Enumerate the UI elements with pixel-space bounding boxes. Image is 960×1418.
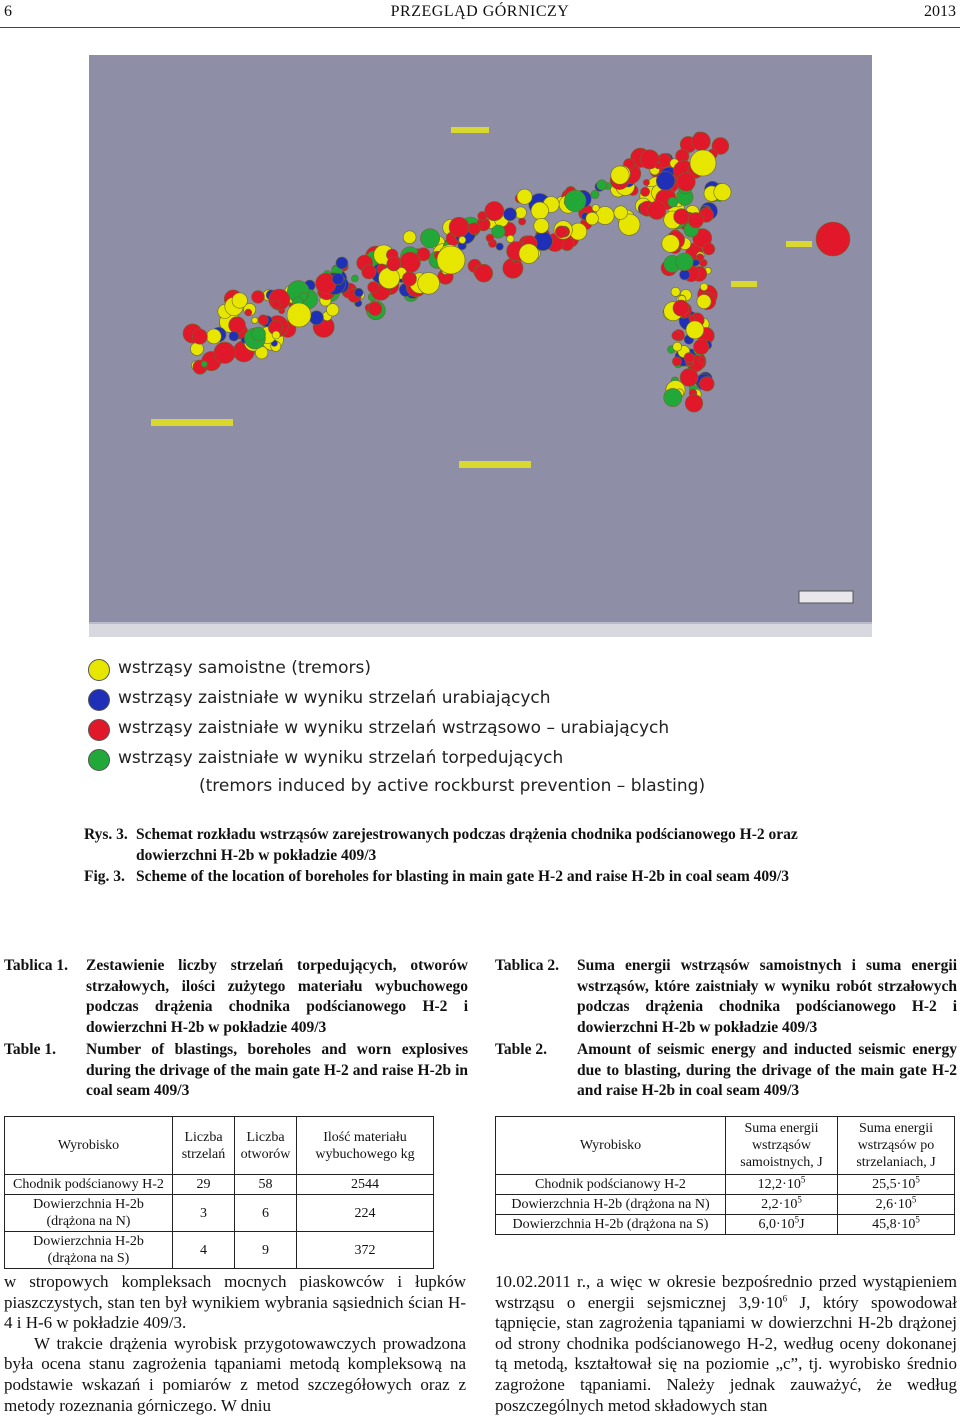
page-header [0, 0, 960, 28]
seismic-event-dot [449, 217, 469, 237]
caption-label: Rys. 3. [84, 826, 128, 843]
seismic-event-dot [655, 162, 661, 168]
seismic-event-dot [332, 273, 344, 285]
seismic-event-dot [517, 189, 532, 204]
table-cell: 9 [235, 1232, 297, 1269]
table-cell: $45,8\cdot 10^5$ [838, 1215, 955, 1235]
legend-swatch-icon [88, 689, 110, 711]
table-cell: Dowierzchnia H-2b (drążona na N) [5, 1195, 173, 1232]
seismic-event-dot [459, 236, 466, 243]
body-paragraph: W trakcie drążenia wyrobisk przygotowawczych prowadzona była ocena stanu zagrożenia tąpaniami metodą kompleksową na podstawie wskazań i pomiarów z metod szczegółowych oraz z metody rozeznania górniczego. W dniu [4, 1333, 466, 1415]
map-background [89, 55, 872, 637]
table-cell: 3 [173, 1195, 235, 1232]
figure-caption-pl [84, 824, 884, 845]
seismic-event-dot [700, 377, 715, 392]
seismic-event-dot [531, 202, 548, 219]
table-label: Table 2. [495, 1041, 547, 1058]
seismic-event-dot [418, 272, 440, 294]
seismic-event-dot [421, 229, 440, 248]
table2-caption-pl [495, 956, 957, 1040]
seismic-event-dot [271, 300, 280, 309]
seismic-event-dot [555, 226, 567, 238]
seismic-event-dot [310, 311, 324, 325]
seismic-event-dot [201, 361, 207, 367]
seismic-event-dot [641, 187, 650, 196]
table-cell: 2544 [297, 1175, 434, 1195]
seismic-event-dot [258, 315, 268, 325]
table-row [5, 1175, 434, 1195]
body-paragraph: 10.02.2011 r., a więc w okresie bezpośrednio przed wystąpieniem wstrząsu o energii sejsmicznej $3,9\cdot 10^6$ J, który spowodował tąpnięcie, stan zagrożenia tąpaniami w dowierzchni H-2b drążonej od strony chodnika podścianowego H-2, według oceny dokonanej tą metodą, kształtował się na poziomie „c”, tj. wyrobisko średnio zagrożone tąpaniami. Należy jednak zauważyć, że według poszczególnych metod składowych stan [495, 1272, 957, 1415]
seismic-event-dot [402, 272, 416, 286]
table-row [496, 1175, 955, 1195]
table-cell: 58 [235, 1175, 297, 1195]
seismic-event-dot [245, 309, 252, 316]
seismic-event-dot [586, 212, 599, 225]
seismic-event-dot [673, 342, 682, 351]
table-header-row [496, 1117, 955, 1175]
seismic-event-dot [692, 132, 711, 151]
seismic-event-dot [475, 264, 493, 282]
seismic-event-dot [515, 207, 527, 219]
map-label-marker [451, 127, 489, 133]
seismic-event-dot [680, 270, 690, 280]
seismic-event-dot [677, 173, 695, 191]
caption-text: Schemat rozkładu wstrząsów zarejestrowanych podczas drążenia chodnika podścianowego H-2 oraz [136, 826, 798, 843]
seismic-event-dot [597, 180, 607, 190]
seismic-event-dot [207, 329, 222, 344]
seismic-event-dot [272, 331, 280, 339]
seismic-event-dot [232, 293, 247, 308]
seismic-event-dot [504, 208, 517, 221]
seismic-event-dot [354, 288, 363, 297]
table-header-cell: Suma energii wstrząsów samoistnych, J [726, 1117, 838, 1175]
legend-label: wstrząsy zaistniałe w wyniku strzelań torpedujących [118, 748, 564, 768]
legend-swatch-icon [88, 749, 110, 771]
table-cell: Chodnik podścianowy H-2 [496, 1175, 726, 1195]
table2 [495, 1116, 955, 1235]
table-cell: 224 [297, 1195, 434, 1232]
seismic-event-dot [694, 339, 709, 354]
body-paragraph: w stropowych kompleksach mocnych piaskowców i łupków piaszczystych, stan ten był wynikiem wybrania sąsiednich ścian H-4 i H-6 w pokładzie 409/3. [4, 1272, 466, 1333]
table-title: Number of blastings, boreholes and worn explosives during the drivage of the main gate H-2 and raise H-2b in coal seam 409/3 [86, 1041, 468, 1099]
table-title: Zestawienie liczby strzelań torpedujących, otworów strzałowych, ilości zużytego materiału wybuchowego podczas drążenia chodnika podścianowego H-2 i dowierzchni H-2b w pokładzie 409/3 [86, 957, 468, 1036]
seismic-event-dot [703, 243, 715, 255]
seismic-event-dot [519, 218, 526, 225]
legend-item [84, 656, 684, 686]
table-row [496, 1195, 955, 1215]
seismic-event-dot [664, 388, 682, 406]
seismic-event-dot [688, 213, 703, 228]
table-row [5, 1195, 434, 1232]
table-row [5, 1232, 434, 1269]
seismic-event-dot [643, 179, 649, 185]
table-cell: 6 [235, 1195, 297, 1232]
map-status-bar [89, 624, 872, 637]
seismic-event-dot [680, 368, 698, 386]
legend-label: wstrząsy zaistniałe w wyniku strzelań urabiających [118, 688, 551, 708]
table-header-cell: Suma energii wstrząsów po strzelaniach, J [838, 1117, 955, 1175]
seismic-event-map-svg [89, 55, 872, 637]
table-title: Suma energii wstrząsów samoistnych i suma energii wstrząsów, które zaistniały w wyniku robót strzałowych podczas drążenia chodnika podścianowego H-2 i dowierzchni H-2b w pokładzie 409/3 [577, 957, 957, 1036]
seismic-event-dot [668, 197, 678, 207]
seismic-event-dot [534, 218, 549, 233]
table-cell: $6,0\cdot 10^5J$ [726, 1215, 838, 1235]
table-cell: $2,6\cdot 10^5$ [838, 1195, 955, 1215]
legend-item [84, 746, 684, 776]
seismic-event-dot [673, 300, 689, 316]
seismic-event-dot [229, 331, 239, 341]
seismic-event-dot [611, 166, 629, 184]
seismic-event-dot [229, 317, 246, 334]
seismic-event-dot [662, 235, 680, 253]
seismic-event-dot [591, 190, 599, 198]
seismic-event-dot [468, 223, 480, 235]
table-header-cell: Ilość materiału wybuchowego kg [297, 1117, 434, 1175]
seismic-event-dot [403, 231, 416, 244]
table-cell: $12,2\cdot 10^5$ [726, 1175, 838, 1195]
seismic-event-dot [685, 395, 703, 413]
table-cell: 4 [173, 1232, 235, 1269]
caption-label: Fig. 3. [84, 868, 125, 885]
seismic-event-dot [362, 265, 376, 279]
seismic-event-dot [690, 150, 716, 176]
legend-note: (tremors induced by active rockburst prevention – blasting) [199, 776, 706, 796]
table1-caption-pl [4, 956, 468, 1040]
seismic-event-dot [379, 268, 400, 289]
figure-caption-pl-cont: dowierzchni H-2b w pokładzie 409/3 [136, 847, 377, 864]
seismic-event-dot [696, 254, 703, 261]
legend-swatch-icon [88, 659, 110, 681]
seismic-event-dot [699, 357, 706, 364]
legend-label: wstrząsy samoistne (tremors) [118, 658, 372, 678]
publication-year: 2013 [924, 3, 956, 20]
seismic-event-dot [686, 321, 704, 339]
seismic-event-dot [592, 204, 599, 211]
seismic-event-dot [714, 184, 731, 201]
table-cell: $2,2\cdot 10^5$ [726, 1195, 838, 1215]
seismic-event-dot [437, 246, 465, 274]
body-column-left [4, 1272, 466, 1416]
seismic-event-dot [656, 172, 675, 191]
table-header-row [5, 1117, 434, 1175]
seismic-event-dot [191, 342, 204, 355]
table-row [496, 1215, 955, 1235]
table1 [4, 1116, 434, 1269]
seismic-event-dot [672, 331, 681, 340]
seismic-event-dot [192, 329, 207, 344]
seismic-event-map [89, 55, 872, 637]
legend-swatch-icon [88, 719, 110, 741]
page-number: 6 [4, 3, 12, 20]
table-cell: Dowierzchnia H-2b (drążona na S) [496, 1215, 726, 1235]
seismic-event-dot [351, 275, 358, 282]
table-header-cell: Wyrobisko [496, 1117, 726, 1175]
seismic-event-dot [684, 353, 694, 363]
table-cell: 372 [297, 1232, 434, 1269]
table-label: Tablica 2. [495, 957, 560, 974]
seismic-event-dot [485, 202, 504, 221]
figure-legend [84, 656, 706, 796]
seismic-event-dot [368, 302, 382, 316]
seismic-event-dot [674, 209, 690, 225]
seismic-event-dot [252, 327, 266, 341]
map-label-marker [731, 281, 757, 287]
seismic-event-dot [478, 211, 487, 220]
table-cell: Dowierzchnia H-2b (drążona na S) [5, 1232, 173, 1269]
seismic-event-dot [672, 357, 681, 366]
seismic-event-dot [496, 243, 503, 250]
seismic-event-dot [387, 257, 401, 271]
seismic-event-dot [671, 287, 680, 296]
seismic-event-dot [689, 315, 695, 321]
seismic-event-dot [816, 222, 850, 256]
table1-caption-en [4, 1040, 468, 1102]
table-label: Tablica 1. [4, 957, 69, 974]
seismic-event-dot [214, 342, 235, 363]
seismic-event-dot [614, 206, 628, 220]
table-label: Table 1. [4, 1041, 56, 1058]
legend-item [84, 686, 684, 716]
table-cell: $25,5\cdot 10^5$ [838, 1175, 955, 1195]
legend-label: wstrząsy zaistniałe w wyniku strzelań wstrząsowo – urabiających [118, 718, 670, 738]
seismic-event-dot [700, 283, 708, 291]
map-label-marker [459, 461, 531, 468]
caption-text: Scheme of the location of boreholes for blasting in main gate H-2 and raise H-2b in coal seam 409/3 [136, 868, 789, 885]
table-title: Amount of seismic energy and inducted seismic energy due to blasting, during the drivage of the main gate H-2 and raise H-2b in coal seam 409/3 [577, 1041, 957, 1099]
seismic-event-dot [492, 225, 505, 238]
seismic-event-dot [564, 190, 586, 212]
figure-caption-en [84, 866, 884, 887]
journal-title: PRZEGLĄD GÓRNICZY [390, 3, 570, 20]
table-header-cell: Liczba strzelań [173, 1117, 235, 1175]
table-cell: 29 [173, 1175, 235, 1195]
seismic-event-dot [252, 317, 258, 323]
seismic-event-dot [287, 303, 311, 327]
seismic-event-dot [648, 201, 666, 219]
seismic-event-dot [676, 253, 694, 271]
legend-item [84, 716, 684, 746]
seismic-event-dot [327, 304, 339, 316]
table-cell: Dowierzchnia H-2b (drążona na N) [496, 1195, 726, 1215]
seismic-event-dot [507, 235, 514, 242]
seismic-event-dot [368, 282, 379, 293]
table-header-cell: Liczba otworów [235, 1117, 297, 1175]
map-label-marker [786, 241, 812, 247]
table-header-cell: Wyrobisko [5, 1117, 173, 1175]
body-column-right [495, 1272, 957, 1416]
seismic-event-dot [519, 244, 539, 264]
seismic-event-dot [336, 257, 348, 269]
seismic-event-dot [252, 291, 265, 304]
map-scale-bar [799, 591, 853, 603]
map-label-marker [151, 419, 233, 426]
table2-caption-en [495, 1040, 957, 1102]
seismic-event-dot [697, 295, 711, 309]
table-cell: Chodnik podścianowy H-2 [5, 1175, 173, 1195]
